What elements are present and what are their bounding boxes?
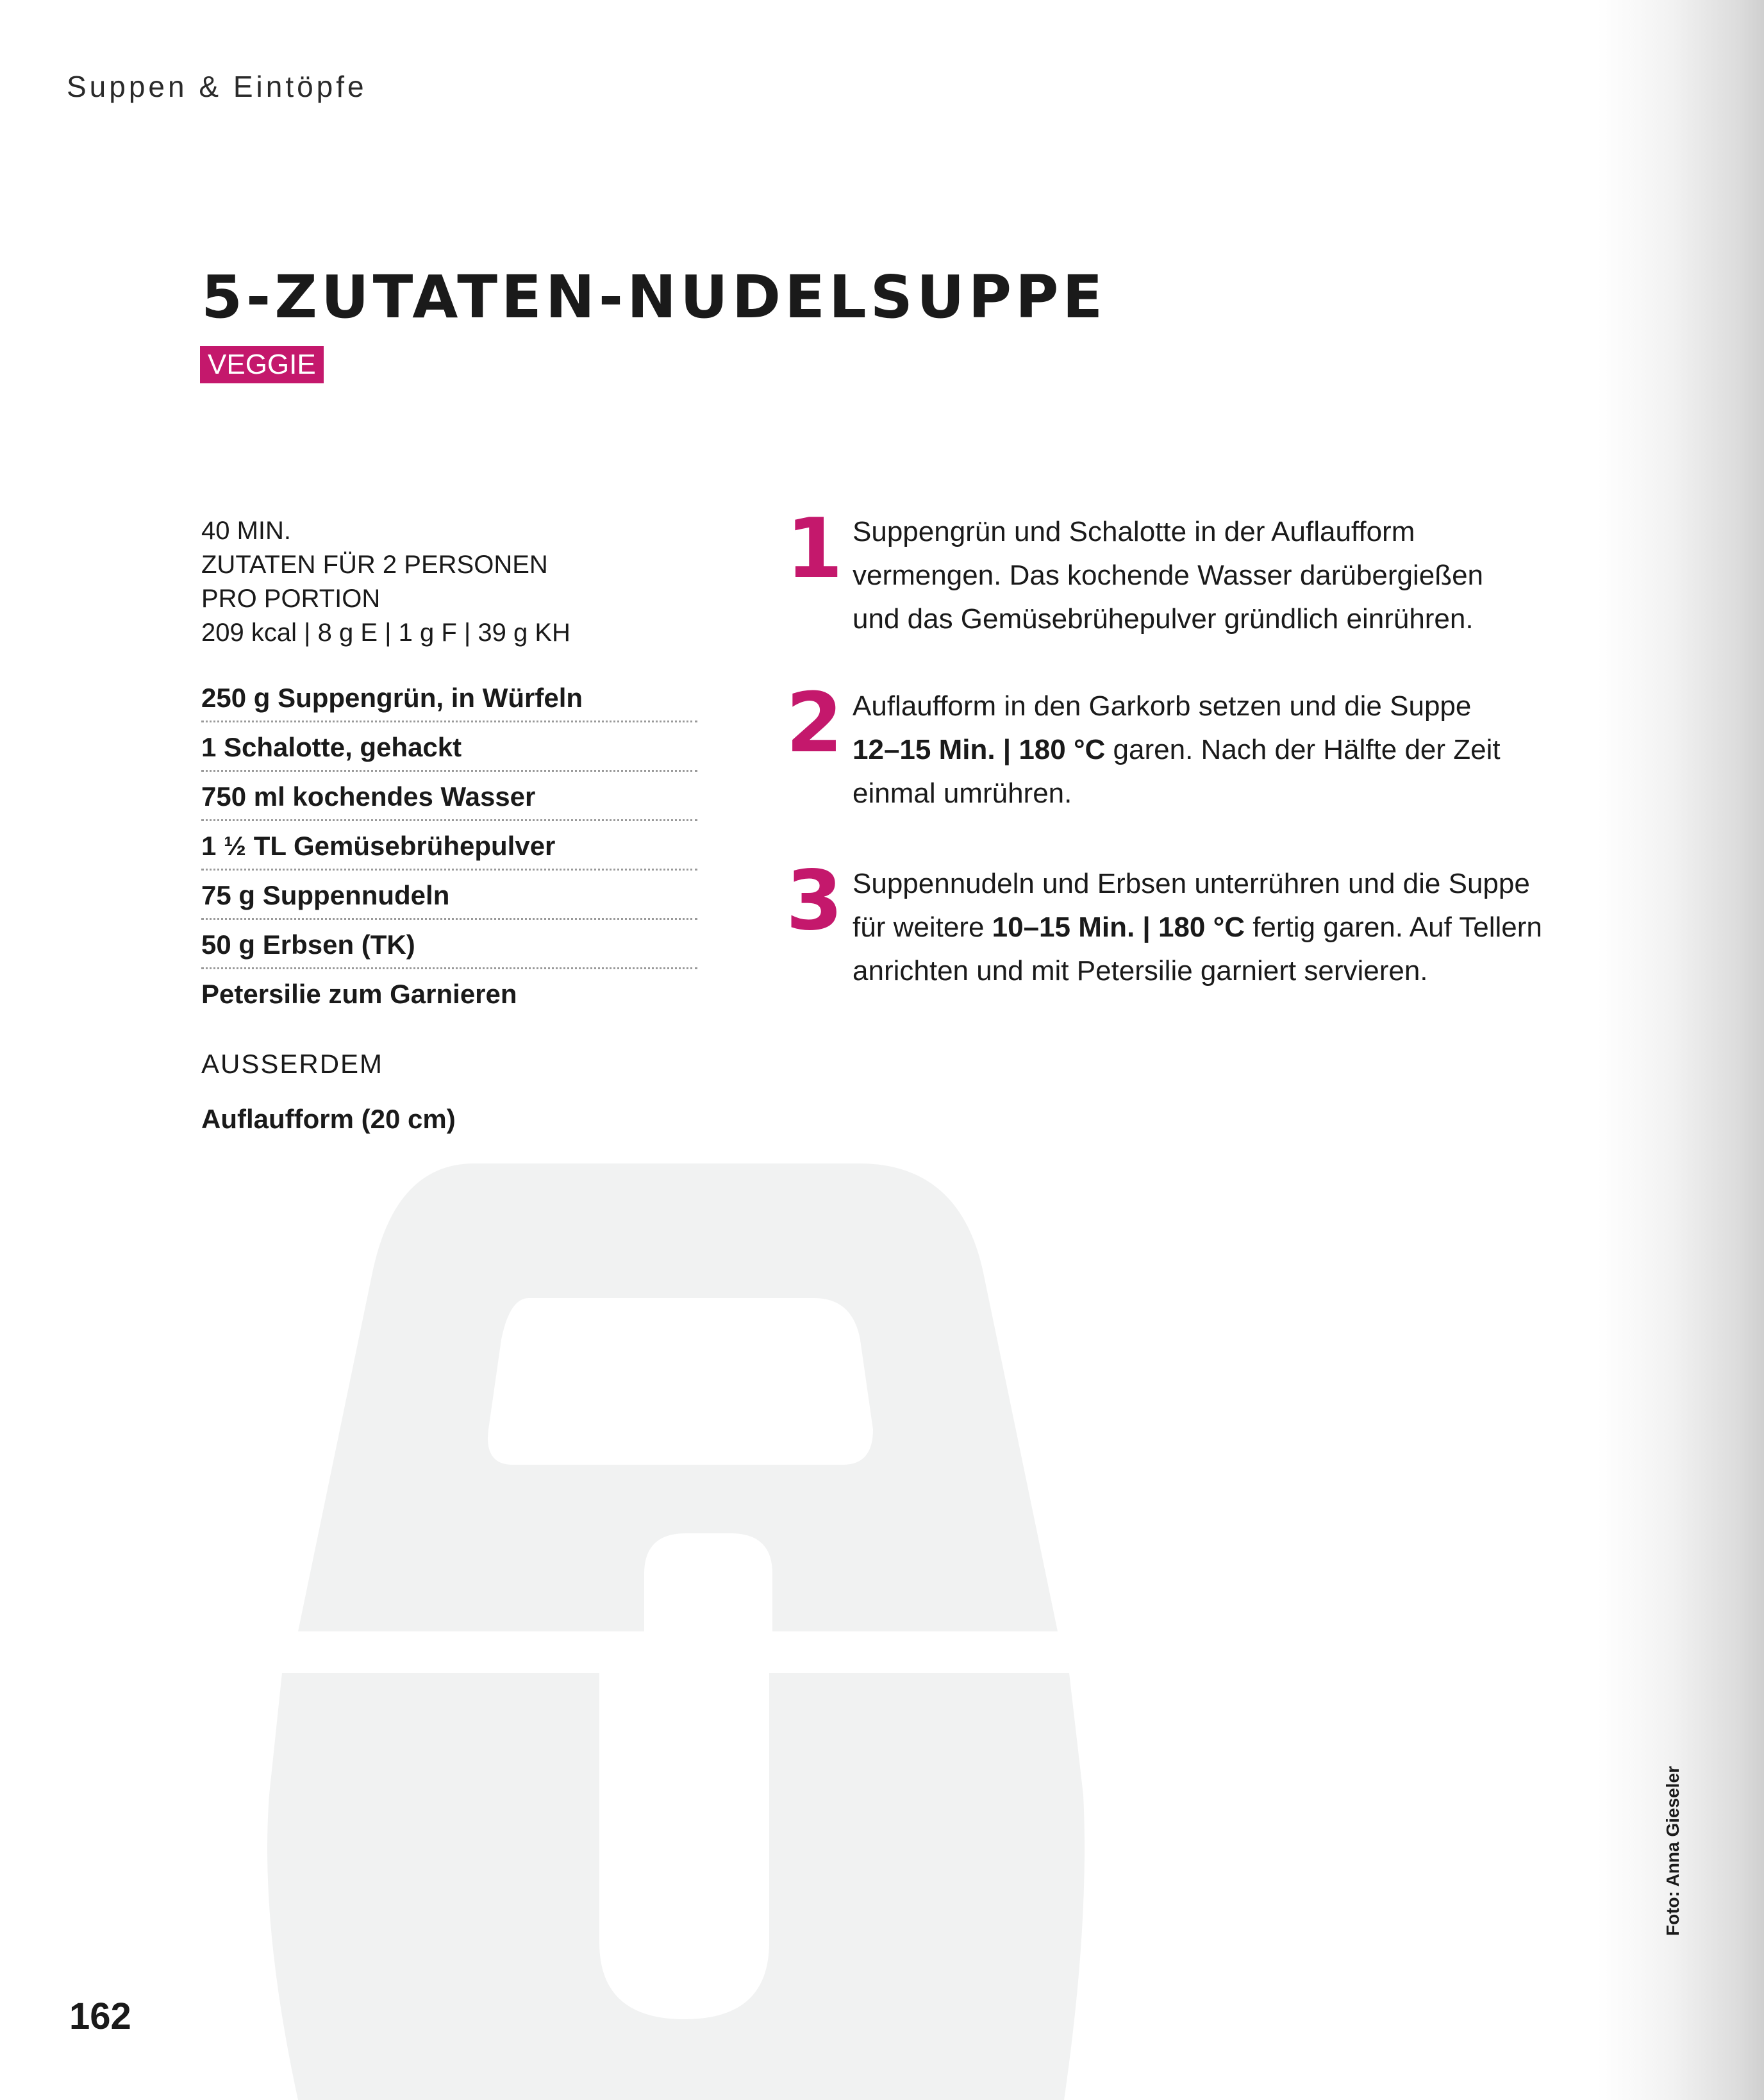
cooking-setting: 10–15 Min. | 180 °C	[992, 912, 1245, 943]
step-line: Auflaufform in den Garkorb setzen und die Suppe	[853, 690, 1472, 722]
step-line: Suppennudeln und Erbsen unterrühren und die Suppe	[853, 868, 1530, 899]
step-line: einmal umrühren.	[853, 778, 1072, 809]
ingredient-item: 75 g Suppennudeln	[201, 871, 697, 920]
ingredient-item: 1 Schalotte, gehackt	[201, 722, 697, 772]
step-text	[853, 862, 1622, 993]
section-label: Suppen & Eintöpfe	[67, 70, 367, 103]
extras-heading: AUSSERDEM	[201, 1049, 384, 1079]
step-number: 2	[786, 676, 844, 771]
step-line: 12–15 Min. | 180 °C garen. Nach der Hälfte der Zeit	[853, 734, 1501, 765]
ingredient-item: 50 g Erbsen (TK)	[201, 920, 697, 969]
ingredient-item: 250 g Suppengrün, in Würfeln	[201, 673, 697, 722]
servings: ZUTATEN FÜR 2 PERSONEN	[201, 551, 548, 579]
step-line: vermengen. Das kochende Wasser darübergießen	[853, 560, 1484, 591]
recipe-meta	[201, 514, 714, 650]
ingredient-item: 1 ½ TL Gemüsebrühepulver	[201, 821, 697, 871]
step-text	[853, 685, 1622, 815]
step-text	[853, 510, 1622, 641]
photo-credit: Foto: Anna Gieseler	[1663, 1765, 1683, 1936]
nutrition-info: 209 kcal | 8 g E | 1 g F | 39 g KH	[201, 619, 570, 647]
cooking-setting: 12–15 Min. | 180 °C	[853, 734, 1106, 765]
page-number: 162	[69, 1996, 131, 2037]
portion-label: PRO PORTION	[201, 585, 381, 613]
step-line: anrichten und mit Petersilie garniert servieren.	[853, 955, 1428, 987]
ingredient-item: 750 ml kochendes Wasser	[201, 772, 697, 821]
diet-tag-badge: VEGGIE	[200, 346, 324, 383]
recipe-title: 5-ZUTATEN-NUDELSUPPE	[201, 263, 1107, 331]
step-line: Suppengrün und Schalotte in der Auflaufform	[853, 516, 1415, 547]
step-line: für weitere 10–15 Min. | 180 °C fertig garen. Auf Tellern	[853, 912, 1542, 943]
step-line: und das Gemüsebrühepulver gründlich einrühren.	[853, 603, 1474, 635]
step-number: 3	[786, 853, 844, 949]
step-number: 1	[786, 501, 844, 597]
prep-time: 40 MIN.	[201, 517, 292, 545]
ingredient-item: Petersilie zum Garnieren	[201, 979, 517, 1009]
ingredient-list	[201, 673, 697, 1019]
extras-item: Auflaufform (20 cm)	[201, 1104, 456, 1134]
